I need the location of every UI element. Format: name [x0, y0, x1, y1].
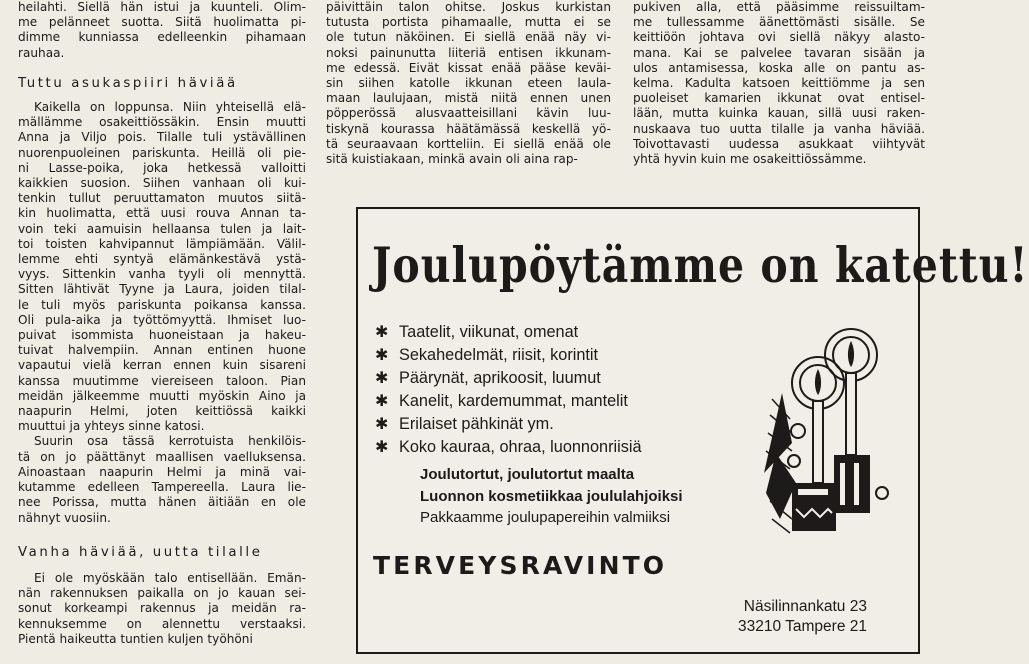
article-column-1: [18, 0, 306, 647]
promo-line-pakkaamme: Pakkaamme joulupapereihin valmiiksi: [420, 509, 671, 526]
text-line: mana. Kai se palvelee tavaran sisään ja: [633, 45, 925, 60]
text-line: Kaikella on loppunsa. Niin yhteisellä elä-: [34, 100, 306, 115]
text-line: me edessä. Eivät kissat enää pääse keväi-: [326, 60, 611, 75]
article-column-2: [326, 0, 611, 167]
text-line: yhtä hyvin kuin me osakeittiössämme.: [633, 152, 867, 167]
text-line: lään, mutta kuinka kauan, sillä uusi raken-: [633, 106, 925, 121]
text-line: tutusta portista pihamaalle, mutta ei se: [326, 15, 611, 30]
article-column-3: [633, 0, 925, 167]
ad-list-item-label: Päärynät, aprikoosit, luumut: [399, 369, 601, 388]
text-line: sonut korkeampi rakennus ja meidän ra-: [18, 601, 306, 616]
text-line: vyys. Sittenkin vanha tyyli oli mennyttä.: [18, 267, 306, 282]
text-line: ole tutun näköinen. Ei siellä enää näy vi-: [326, 30, 611, 45]
ad-list-item: [375, 413, 642, 436]
section1-paragraph: [18, 100, 306, 434]
ad-list-item-label: Sekahedelmät, riisit, korintit: [399, 346, 599, 365]
ad-list-item-label: Koko kaurаa, ohraa, luonnonriisiä: [399, 438, 642, 457]
text-line: nuskaava tuo uutta tilalle ja vanha häviää.: [633, 121, 925, 136]
subheading-vanha-haviaa: Vanha häviää, uutta tilalle: [18, 544, 263, 560]
ad-list-item-label: Taatelit, viikunat, omenat: [399, 323, 579, 341]
text-line: kennuksemme on alennettu verstaaksi.: [18, 616, 306, 631]
text-line: Pientä haikeutta tuntien kuljen työhöni: [18, 631, 253, 646]
text-line: nän rakennuksen paikalla on jo kauan sei-: [18, 586, 306, 601]
text-line: Ei ole myöskään talo entisellään. Emän-: [34, 570, 306, 585]
text-line: meidän jälkeemme muutti myöskin Aino ja: [18, 388, 306, 403]
text-line: kelma. Kadulta katsoen keittiömme ja sen: [633, 76, 925, 91]
promo-line-joulutortut: Joulutortut, joulutortut maalta: [420, 466, 635, 483]
text-line: kanssa muutimme viereiseen taloon. Pian: [18, 373, 306, 388]
text-line: tä seuraavaan kortteliin. Ei siellä enää ole: [326, 136, 611, 151]
ad-list-item: [375, 321, 642, 344]
text-line: Suurin osa tässä kerrotuista henkilöis-: [34, 434, 306, 449]
text-line: ulos antamisessa, koska alle on pantu as-: [633, 60, 925, 75]
text-line: sitä kuistiakaan, minkä avain oli aina rap-: [326, 152, 578, 167]
text-line: mällämme osakeittiössäkin. Ensin muutti: [18, 115, 306, 130]
text-line: tuivat halvempiin. Annan entinen huone: [18, 343, 306, 358]
text-line: keittiöön johtava ovi siellä näkyy alasto-: [633, 30, 925, 45]
text-line: kutamme edelleen Tampereella. Laura lie-: [18, 480, 306, 495]
ad-list-item: [375, 436, 642, 459]
promo-line-kosmetiikka: Luonnon kosmetiikkaa joululahjoiksi: [420, 487, 683, 505]
text-line: Anna ja Viljo pois. Tilalle tuli ystävällinen: [18, 130, 306, 145]
text-line: tä on jo päättänyt maallisen vaelluksensa.: [18, 449, 306, 464]
asterisk-bullet-icon: ✱: [375, 347, 389, 365]
text-line: vapautui vielä kerran ennen kuin sisareni: [18, 358, 306, 373]
asterisk-bullet-icon: ✱: [375, 370, 389, 388]
text-line: maan laulujaan, mistä niitä ennen unen: [326, 91, 611, 106]
text-line: pukiven alla, että pääsimme reissuiltam-: [633, 0, 925, 14]
ad-product-list: [375, 321, 642, 460]
candles-illustration-icon: [762, 323, 902, 623]
section2-paragraph: [18, 571, 306, 647]
asterisk-bullet-icon: ✱: [375, 439, 389, 457]
ad-list-item: [375, 390, 642, 413]
text-line: le tuli myös pariskunta poikansa kanssa.: [18, 297, 306, 312]
text-line: sin siihen katolle ikkunan eteen laula-: [326, 76, 611, 91]
text-line: päivittäin talon ohitse. Joskus kurkistan: [326, 0, 611, 14]
text-line: rauhaa.: [18, 45, 65, 60]
company-name: TERVEYSRAVINTO: [373, 551, 668, 580]
text-line: kin huolimatta, että uusi rouva Annan ta-: [18, 206, 306, 221]
text-line: tiskynä kourassa häätämässä keskellä yö-: [326, 121, 611, 136]
address-postal: 33210 Tampere 21: [738, 618, 867, 635]
text-line: dimme kunniassa edelleenkin pihamaan: [18, 30, 306, 45]
text-line: kaikkien suosion. Siihen vanhaan oli kui-: [18, 176, 306, 191]
text-line: voin teki aamuisin hellaansa tulen ja lait-: [18, 221, 306, 236]
asterisk-bullet-icon: ✱: [375, 324, 389, 341]
text-line: nähnyt vuosiin.: [18, 510, 111, 525]
text-line: Toivottavasti uudessa asukkaat viihtyvät: [633, 136, 925, 151]
text-line: muuttui ja yhteys sinne katosi.: [18, 419, 205, 434]
column2-paragraph: [326, 0, 611, 167]
asterisk-bullet-icon: ✱: [375, 393, 389, 411]
ad-list-item-label: Kanelit, kardemummat, mantelit: [399, 392, 628, 411]
text-line: ni Lasse-poika, joka hetkessä valloitti: [18, 160, 306, 175]
ad-promo-text: [420, 464, 683, 529]
text-line: toi toisten kahvipannut lämpiämään. Välil-: [18, 236, 306, 251]
advertisement-box: [356, 207, 1029, 654]
text-line: me tullessamme äänettömästi sisälle. Se: [633, 15, 925, 30]
text-line: nuorenpuoleinen pariskunta. Heillä oli pie-: [18, 145, 306, 160]
text-line: tenkin tullut peruuttamaton muutos siitä-: [18, 191, 306, 206]
ad-list-item: [375, 344, 642, 367]
text-line: heilahti. Siellä hän istui ja kuunteli. Olim-: [18, 0, 306, 14]
text-line: Ainoastaan naapurin Helmi ja minä vai-: [18, 464, 306, 479]
ad-list-item: [375, 367, 642, 390]
text-line: Sitten lähtivät Tyyne ja Laura, joiden tilal-: [18, 282, 306, 297]
asterisk-bullet-icon: ✱: [375, 416, 389, 434]
text-line: me pelänneet suotta. Siitä huolimatta pi-: [18, 15, 306, 30]
text-line: Oli pula-aika ja työttömyyttä. Ihmiset luo-: [18, 312, 306, 327]
text-line: noksi painunutta liiteriä entisen ikkunam-: [326, 45, 611, 60]
address-street: Näsilinnankatu 23: [743, 598, 867, 615]
section1b-paragraph: [18, 434, 306, 525]
company-address: [738, 597, 867, 637]
text-line: puoleiset kamarien ikkunat ovat entisel-: [633, 91, 925, 106]
subheading-tuttu-asukaspiiri: Tuttu asukaspiiri häviää: [18, 75, 238, 91]
text-line: lemme ehti syntyä elämänkestävä ystä-: [18, 252, 306, 267]
column3-paragraph: [633, 0, 925, 167]
ad-headline: Joulupöytämme on katettu!: [372, 237, 1029, 294]
text-line: nee Porissa, mutta hänen äitiään en ole: [18, 495, 306, 510]
text-line: pöpperössä alusvaatteisillani kävin luu-: [326, 106, 611, 121]
text-line: puivat isommista huoneistaan ja hakeu-: [18, 328, 306, 343]
intro-paragraph: [18, 0, 306, 61]
text-line: naapurin Helmi, joten keittiössä kaikki: [18, 404, 306, 419]
ad-list-item-label: Erilaiset pähkinät ym.: [399, 415, 554, 434]
